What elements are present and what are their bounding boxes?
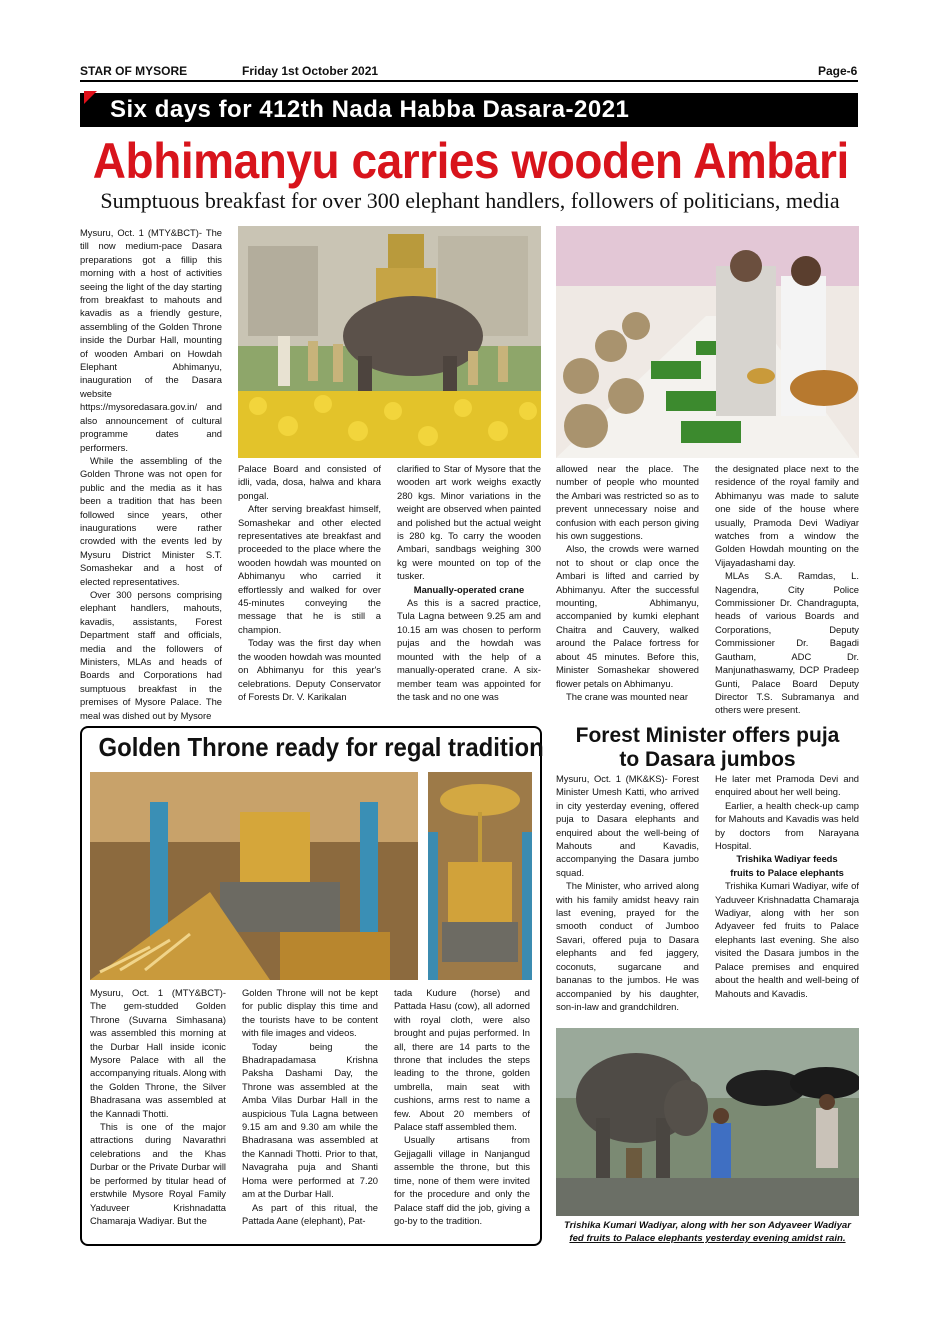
paragraph: Earlier, a health check-up camp for Mahouts and Kavadis was held by doctors from Narayana Hospital. <box>715 799 859 852</box>
subheading: Trishika Wadiyar feeds <box>736 853 838 865</box>
paragraph: Over 300 persons comprising elephant handlers, mahouts, kavadis, assistants, Forest Department staff and officials, media and the followers of Ministers, MLAs and heads of Boards and Corporations had sumptuous breakfast in the premises of Mysore Palace. The meal was dished out by Mysore <box>80 588 222 721</box>
newspaper-name: STAR OF MYSORE <box>80 64 188 78</box>
paragraph: tada Kudure (horse) and Pattada Hasu (cow), all adorned with royal cloth, were also brought and pujas performed. In all, there are 14 parts to the throne that includes the steps leading to the throne, golden umbrella, main seat with cushions, arms rest to name a few. About 20 members of Palace staff assembled them. <box>394 987 530 1133</box>
photo-caption <box>556 1219 859 1245</box>
paragraph: Trishika Kumari Wadiyar, wife of Yaduveer Krishnadatta Chamaraja Wadiyar, along with her son Adyaveer fed fruits to Palace elephants last evening. She also visited the Dasara jumbos in the Palace premises and enquired about the health and well-being of Mahouts and Kavadis. <box>715 880 859 999</box>
strap-text: Six days for 412th Nada Habba Dasara-2021 <box>110 96 630 123</box>
main-story-col-5 <box>715 462 859 717</box>
paragraph: Today was the first day when the wooden howdah was mounted on Abhimanyu for this year's celebrations. Deputy Conservator of Forests Dr. V. Karikalan <box>238 637 381 702</box>
paragraph: MLAs S.A. Ramdas, L. Nagendra, City Police Commissioner Dr. Chandragupta, heads of various Boards and Corporations, Deputy Commissioner Dr. Bagadi Gautham, ADC Dr. Manjunathaswamy, DCP Pradeep Gunti, Palace Board Deputy Director T.S. Subramanya and others were present. <box>715 570 859 716</box>
main-story-col-3 <box>397 462 541 703</box>
forest-story-heading <box>556 724 859 772</box>
throne-story-col-2 <box>242 986 378 1227</box>
throne-story-col-1 <box>90 986 226 1227</box>
subheading: Manually-operated crane <box>413 583 525 595</box>
elephant-feeding-photo <box>556 1028 859 1216</box>
throne-story-col-3 <box>394 986 530 1227</box>
golden-throne-photo-2 <box>428 772 532 980</box>
forest-heading-line-1: Forest Minister offers puja <box>575 724 840 747</box>
main-story-col-1 <box>80 226 222 722</box>
header-rule <box>80 80 858 82</box>
issue-date: Friday 1st October 2021 <box>242 64 379 78</box>
paragraph: Today being the Bhadrapadamasa Krishna Paksha Dashami Day, the Throne was assembled at the Amba Vilas Durbar Hall in the auspicious Tula Lagna between 9.15 am and 9.30 am while the Bhadrasana was assembled at the Kannadi Thotti. Prior to that, Navagraha puja and Shanti Homa were performed at 7.20 am at the Durbar Hall. <box>242 1040 378 1200</box>
golden-throne-photo-1 <box>90 772 418 980</box>
red-triangle-icon <box>84 91 97 104</box>
forest-story-col-1 <box>556 772 699 1013</box>
headline: Abhimanyu carries wooden Ambari <box>92 133 849 189</box>
paragraph: The crane was mounted near <box>566 690 688 702</box>
paragraph: This is one of the major attractions during Navarathri celebrations and the Khas Durbar or the Private Durbar will be performed by titular head of erstwhile Mysore Royal Family Yaduveer Krishnadatta Chamaraja Wadiyar. But the <box>90 1121 226 1226</box>
strap-banner <box>80 93 858 127</box>
caption-line-2: fed fruits to Palace elephants yesterday evening amidst rain. <box>569 1233 846 1244</box>
paragraph: As this is a sacred practice, Tula Lagna between 9.25 am and 10.15 am was chosen to perform pujas and the howdah was mounted with the help of a manually-operated crane. A six-member team was appointed for the task and no one was <box>397 597 541 702</box>
paragraph: Also, the crowds were warned not to shout or clap once the Ambari is lifted and carried by Abhimanyu. After the successful mounting, Abhimanyu, accompanied by kumki elephant Chaitra and Cauvery, walked around the Palace fortress for about 45 minutes. Before this, Minister Somashekar showered flower petals on Abhimanyu. <box>556 543 699 689</box>
forest-story-col-2 <box>715 772 859 1000</box>
elephant-ambari-photo <box>238 226 541 458</box>
golden-throne-heading: Golden Throne ready for regal tradition <box>98 732 544 762</box>
subheading: fruits to Palace elephants <box>730 866 844 878</box>
paragraph: clarified to Star of Mysore that the wooden art work weighs exactly 280 kgs. Minor variations in the weight are observed when painted and polished but the actual weight is 280 kg. To carry the wooden Ambari, sandbags weighing 300 kg were mounted on top of the tusker. <box>397 463 541 582</box>
page-number: Page-6 <box>818 64 858 78</box>
paragraph: He later met Pramoda Devi and enquired about her well being. <box>715 773 859 798</box>
deck: Sumptuous breakfast for over 300 elephant handlers, followers of politicians, media <box>100 188 840 213</box>
paragraph: the designated place next to the residence of the royal family and Abhimanyu was made to salute one side of the house where usually, Pramoda Devi Wadiyar watches from a window the Golden Howdah mounting on the Vijayadashami day. <box>715 463 859 568</box>
main-story-col-4 <box>556 462 699 703</box>
main-story-col-2 <box>238 462 381 703</box>
paragraph: As part of this ritual, the Pattada Aane (elephant), Pat- <box>242 1201 378 1226</box>
paragraph: Mysuru, Oct. 1 (MTY&BCT)- The till now medium-pace Dasara preparations got a fillip this morning with a host of activities seeing the light of the day starting from breakfast to mahouts and kavadis as a friendly gesture, assembling of the Golden Throne inside the Durbar Hall, mounting of wooden Ambari on Howdah Elephant Abhimanyu, inauguration of the Dasara website https://mysoredasara.gov.in/ and also announcement of cultural programme dates and performers. <box>80 227 222 453</box>
paragraph: Golden Throne will not be kept for public display this time and the tourists have to be content with file images and videos. <box>242 987 378 1039</box>
paragraph: Usually artisans from Gejjagalli village in Nanjangud assemble the throne, but this time, none of them were invited for the procedure and only the Palace staff did the job, giving a go-by to the tradition. <box>394 1134 530 1226</box>
paragraph: Mysuru, Oct. 1 (MTY&BCT)- The gem-studded Golden Throne (Suvarna Simhasana) was assembled this morning at the Durbar Hall inside iconic Mysore Palace with all the accompanying rituals. Along with the Golden Throne, the Silver Bhadrasana was assembled at the Kannadi Thotti. <box>90 987 227 1119</box>
caption-line-1: Trishika Kumari Wadiyar, along with her son Adyaveer Wadiyar <box>563 1220 852 1231</box>
paragraph: Palace Board and consisted of idli, vada, dosa, halwa and khara pongal. <box>238 463 381 501</box>
paragraph: While the assembling of the Golden Throne was not open for public and the media as it has been a tradition that has been followed since years, other inaugurations were rather crowded with the events led by Mysuru District Minister S.T. Somashekar and a host of elected representatives. <box>80 454 222 587</box>
paragraph: allowed near the place. The number of people who mounted the Ambari was restricted so as to prevent unnecessary noise and confusion with each person giving his own suggestions. <box>556 463 699 542</box>
forest-heading-line-2: to Dasara jumbos <box>619 748 796 771</box>
paragraph: The Minister, who arrived along with his family amidst heavy rain last evening, prayed for the smooth conduct of Jumboo Savari, offered puja to Dasara elephants and fed jaggery, coconuts, sugarcane and bananas to the jumbos. He was accompanied by his daughter, son-in-law and grandchildren. <box>556 880 699 1012</box>
paragraph: After serving breakfast himself, Somashekar and other elected representatives ate breakfast and proceeded to the place where the wooden howdah was mounted on Abhimanyu who carried it effortlessly and walked for over 45-minutes conveying the message that he is still a champion. <box>238 503 381 635</box>
paragraph: Mysuru, Oct. 1 (MK&KS)- Forest Minister Umesh Katti, who arrived in city yesterday evening, offered puja to Dasara elephants and enquired about the well-being of Mahouts and Kavadis, accompanying the Dasara jumbo squad. <box>556 773 699 878</box>
breakfast-photo <box>556 226 859 458</box>
